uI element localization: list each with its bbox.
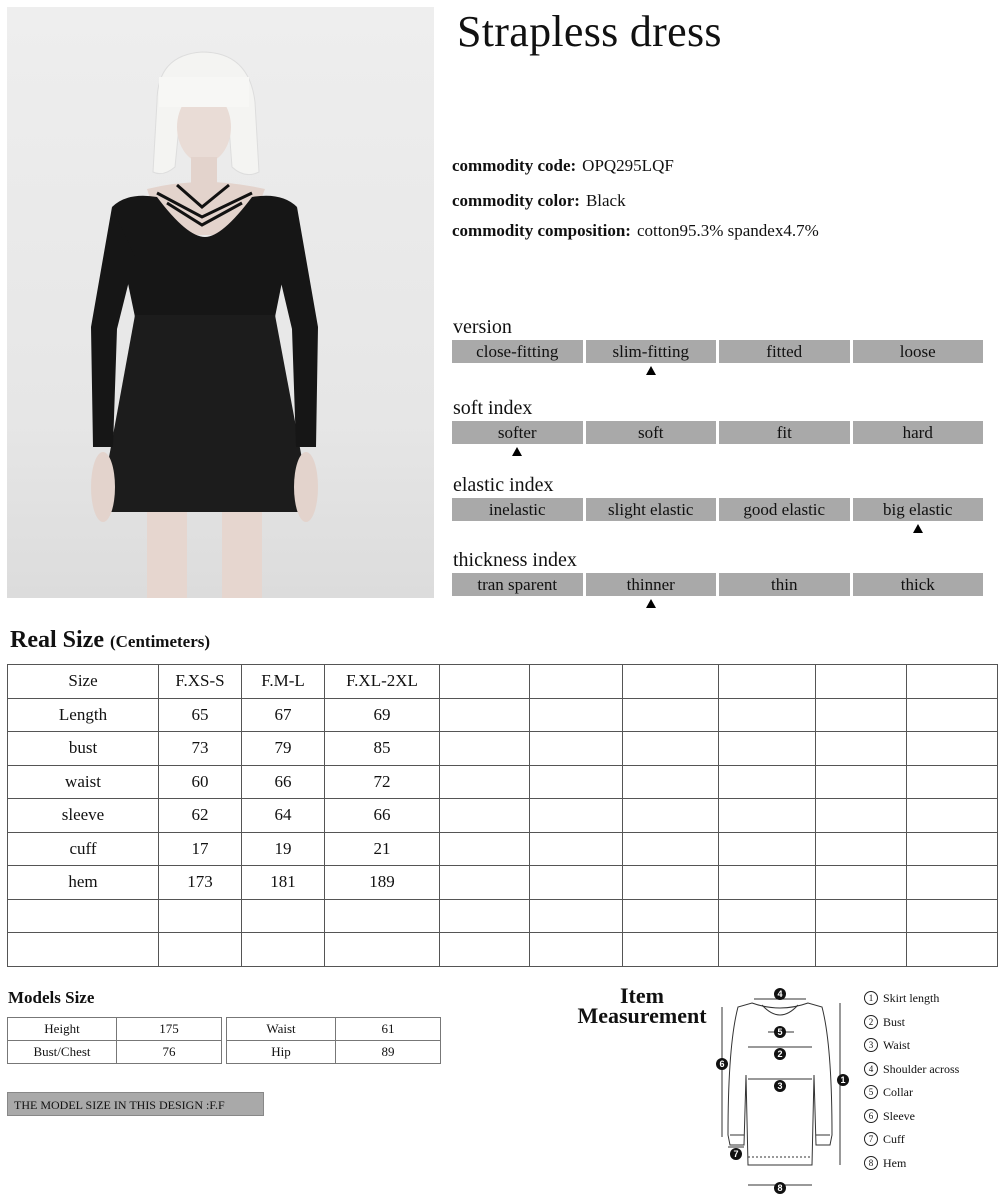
table-row [8, 1018, 222, 1041]
table-cell [816, 866, 907, 900]
index-option: inelastic [452, 498, 583, 521]
index-option: soft [586, 421, 717, 444]
legend-label: Waist [883, 1038, 911, 1052]
table-cell [159, 933, 242, 967]
table-cell [816, 732, 907, 766]
legend-label: Collar [883, 1085, 913, 1099]
index-option: good elastic [719, 498, 850, 521]
svg-text:6: 6 [719, 1059, 725, 1069]
table-cell [440, 698, 530, 732]
table-cell [440, 866, 530, 900]
table-row [8, 698, 998, 732]
table-cell [623, 832, 719, 866]
column-header [623, 665, 719, 699]
table-cell [440, 799, 530, 833]
index-label: elastic index [453, 474, 554, 496]
real-size-table [7, 664, 998, 967]
table-cell [325, 899, 440, 933]
table-cell [907, 765, 998, 799]
legend-item [864, 991, 939, 1006]
table-cell [719, 933, 816, 967]
table-cell [816, 899, 907, 933]
table-cell: 66 [325, 799, 440, 833]
selected-level-marker [646, 599, 656, 608]
table-cell [325, 933, 440, 967]
index-option: big elastic [853, 498, 984, 521]
table-cell [816, 832, 907, 866]
column-header: F.XL-2XL [325, 665, 440, 699]
column-header [816, 665, 907, 699]
index-option: fitted [719, 340, 850, 363]
legend-item [864, 1015, 905, 1030]
index-option: close-fitting [452, 340, 583, 363]
table-cell [719, 698, 816, 732]
table-cell [907, 899, 998, 933]
index-option: softer [452, 421, 583, 444]
table-row [8, 732, 998, 766]
table-cell [530, 698, 623, 732]
table-cell [623, 866, 719, 900]
table-cell [242, 899, 325, 933]
legend-number-icon: 2 [864, 1015, 878, 1029]
commodity-composition-value: cotton95.3% spandex4.7% [636, 221, 819, 240]
models-size-table-left [7, 1017, 222, 1064]
table-cell: cuff [8, 832, 159, 866]
column-header [530, 665, 623, 699]
item-measurement-title-line1: Item [620, 983, 664, 1008]
table-cell [907, 799, 998, 833]
table-cell [440, 765, 530, 799]
models-size-title: Models Size [8, 988, 95, 1007]
selected-level-marker [512, 447, 522, 456]
legend-label: Skirt length [883, 991, 940, 1005]
models-size-table-right [226, 1017, 441, 1064]
table-cell [530, 732, 623, 766]
real-size-heading [10, 627, 210, 654]
table-cell [623, 698, 719, 732]
svg-text:4: 4 [777, 989, 783, 999]
real-size-unit: (Centimeters) [109, 632, 211, 651]
table-cell [242, 933, 325, 967]
model-height-label: Height [8, 1018, 117, 1041]
svg-text:2: 2 [777, 1049, 783, 1059]
table-row [8, 866, 998, 900]
column-header: F.M-L [242, 665, 325, 699]
commodity-code-row [452, 156, 674, 176]
table-cell [719, 732, 816, 766]
table-cell [530, 933, 623, 967]
table-cell [530, 765, 623, 799]
table-cell: 173 [159, 866, 242, 900]
table-row [8, 799, 998, 833]
table-cell [907, 732, 998, 766]
selected-level-marker [913, 524, 923, 533]
table-cell: 79 [242, 732, 325, 766]
index-label: soft index [453, 397, 533, 419]
model-hip-value: 89 [336, 1041, 441, 1064]
legend-number-icon: 3 [864, 1038, 878, 1052]
commodity-code-label: commodity code: [452, 156, 577, 175]
table-cell [623, 765, 719, 799]
table-cell: 66 [242, 765, 325, 799]
svg-text:1: 1 [840, 1075, 846, 1085]
svg-text:8: 8 [777, 1183, 783, 1193]
table-cell: bust [8, 732, 159, 766]
legend-number-icon: 8 [864, 1156, 878, 1170]
table-cell [8, 899, 159, 933]
svg-text:5: 5 [777, 1027, 783, 1037]
table-cell [907, 698, 998, 732]
product-title: Strapless dress [457, 7, 722, 56]
commodity-composition-label: commodity composition: [452, 221, 631, 240]
real-size-title: Real Size [10, 627, 104, 653]
table-cell: 62 [159, 799, 242, 833]
product-photo [7, 7, 434, 598]
table-cell: sleeve [8, 799, 159, 833]
model-hip-label: Hip [227, 1041, 336, 1064]
table-cell [719, 832, 816, 866]
model-wearing-dress-image [7, 7, 434, 598]
table-cell: 17 [159, 832, 242, 866]
legend-label: Shoulder across [883, 1061, 960, 1076]
legend-item [864, 1062, 959, 1077]
index-scale [452, 421, 983, 444]
table-cell [440, 832, 530, 866]
commodity-composition-row [452, 221, 819, 241]
index-scale [452, 498, 983, 521]
table-row [8, 1041, 222, 1064]
model-height-value: 175 [117, 1018, 222, 1041]
legend-number-icon: 5 [864, 1085, 878, 1099]
table-cell [816, 933, 907, 967]
table-cell [530, 866, 623, 900]
index-label: thickness index [453, 549, 577, 571]
table-cell [623, 799, 719, 833]
table-cell: 60 [159, 765, 242, 799]
index-option: loose [853, 340, 984, 363]
index-option: thin [719, 573, 850, 596]
model-waist-value: 61 [336, 1018, 441, 1041]
index-option: slight elastic [586, 498, 717, 521]
model-bust-label: Bust/Chest [8, 1041, 117, 1064]
table-cell: 189 [325, 866, 440, 900]
item-measurement-title [560, 983, 724, 1028]
legend-number-icon: 4 [864, 1062, 878, 1076]
table-cell [719, 866, 816, 900]
commodity-color-value: Black [585, 191, 626, 210]
table-cell [8, 933, 159, 967]
table-cell: 67 [242, 698, 325, 732]
table-cell: hem [8, 866, 159, 900]
table-cell: 181 [242, 866, 325, 900]
index-option: fit [719, 421, 850, 444]
index-option: thick [853, 573, 984, 596]
legend-label: Bust [883, 1014, 906, 1029]
garment-measurement-diagram [712, 985, 862, 1195]
table-cell [719, 765, 816, 799]
table-cell [623, 899, 719, 933]
commodity-color-label: commodity color: [452, 191, 580, 210]
table-cell [816, 698, 907, 732]
table-cell [719, 799, 816, 833]
svg-text:3: 3 [777, 1081, 783, 1091]
table-row [8, 765, 998, 799]
table-cell [159, 899, 242, 933]
model-waist-label: Waist [227, 1018, 336, 1041]
table-cell: 72 [325, 765, 440, 799]
item-measurement-title-line2: Measurement [577, 1003, 707, 1028]
table-cell: 21 [325, 832, 440, 866]
index-label: version [453, 316, 512, 338]
table-cell: 65 [159, 698, 242, 732]
table-cell: Length [8, 698, 159, 732]
commodity-code-value: OPQ295LQF [582, 156, 674, 175]
table-cell [530, 799, 623, 833]
table-cell: 73 [159, 732, 242, 766]
table-row [8, 665, 998, 699]
legend-number-icon: 1 [864, 991, 878, 1005]
commodity-color-row [452, 191, 626, 211]
legend-item [864, 1038, 910, 1053]
table-cell [719, 899, 816, 933]
model-bust-value: 76 [117, 1041, 222, 1064]
table-cell [440, 732, 530, 766]
legend-item [864, 1132, 905, 1147]
table-row [227, 1041, 441, 1064]
legend-item [864, 1109, 915, 1124]
table-cell [907, 832, 998, 866]
table-cell [907, 866, 998, 900]
table-cell [623, 732, 719, 766]
svg-text:7: 7 [733, 1149, 739, 1159]
index-option: slim-fitting [586, 340, 717, 363]
table-cell [623, 933, 719, 967]
column-header [907, 665, 998, 699]
table-row [8, 832, 998, 866]
column-header [440, 665, 530, 699]
index-option: tran sparent [452, 573, 583, 596]
index-option: hard [853, 421, 984, 444]
table-cell [530, 832, 623, 866]
table-cell: waist [8, 765, 159, 799]
table-row [227, 1018, 441, 1041]
legend-number-icon: 6 [864, 1109, 878, 1123]
table-cell: 64 [242, 799, 325, 833]
table-cell: 85 [325, 732, 440, 766]
legend-item [864, 1085, 913, 1100]
index-scale [452, 340, 983, 363]
table-row [8, 899, 998, 933]
table-cell [440, 899, 530, 933]
legend-item [864, 1156, 906, 1171]
column-header: F.XS-S [159, 665, 242, 699]
legend-number-icon: 7 [864, 1132, 878, 1146]
selected-level-marker [646, 366, 656, 375]
legend-label: Sleeve [883, 1108, 915, 1123]
legend-label: Cuff [883, 1132, 905, 1146]
table-cell [907, 933, 998, 967]
table-cell [440, 933, 530, 967]
column-header [719, 665, 816, 699]
index-scale [452, 573, 983, 596]
column-header: Size [8, 665, 159, 699]
legend-label: Hem [883, 1155, 907, 1170]
model-size-design-note: THE MODEL SIZE IN THIS DESIGN :F.F [7, 1092, 264, 1116]
table-cell [816, 765, 907, 799]
table-cell [816, 799, 907, 833]
table-row [8, 933, 998, 967]
index-option: thinner [586, 573, 717, 596]
table-cell: 69 [325, 698, 440, 732]
table-cell [530, 899, 623, 933]
table-cell: 19 [242, 832, 325, 866]
